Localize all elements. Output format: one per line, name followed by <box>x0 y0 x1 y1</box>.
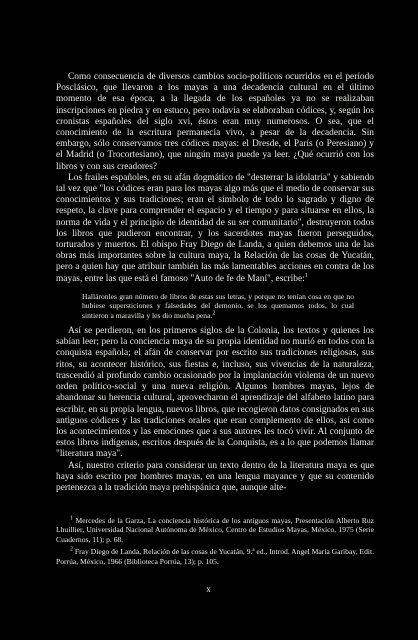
footnote-2 <box>56 547 374 566</box>
paragraph-3: Así se perdieron, en los primeros siglos de la Colonia, los textos y quienes los sabían leer; pero la conciencia maya de su propia identidad no murió en todos con la conquista española; el afán de conservar por escrito sus tradiciones religiosas, sus ritos, su acontecer histórico, sus fiestas e, incluso, sus vivencias de la naturaleza, trascendió al profundo cambio ocasionado por la implantación violenta de un nuevo orden político-social y una nueva religión. Algunos hombres mayas, lejos de abandonar su herencia cultural, aprovecharon el aprendizaje del alfabeto latino para escribir, en su propia lengua, nuevos libros, que recogieron datos consignados en sus antiguos códices y las tradiciones orales que eran complemento de ellos, así como los acontecimientos y las emociones que a sus autores les tocó vivir. Al conjunto de estos libros indígenas, escritos después de la Conquista, es a lo que podemos llamar "literatura maya". <box>56 326 374 460</box>
block-quote-text: Halláronles gran número de libros de estas sus letras, y porque no tenían cosa en que no hubiese supersticiones y falsedades del demonio, se los quemamos todos, lo cual sintieron a maravilla y les dio mucha pena. <box>82 291 354 320</box>
footnote-2-number: 2 <box>70 546 73 553</box>
footnote-2-text: Fray Diego de Landa, Relación de las cosas de Yucatán, 9.ª ed., Introd. Angel María Garibay, Edit. Porrúa, México, 1966 (Biblioteca Porrúa, 13); p. 105. <box>56 547 374 566</box>
paragraph-2-text: Los frailes españoles, en su afán dogmático de "desterrar la idolatría" y sabiendo tal vez que "los códices eran para los mayas algo más que el medio de conservar sus conocimientos y sus tradiciones; eran el símbolo de todo lo sagrado y digno de respeto, la clave para comprender el espacio y el tiempo y para situarse en ellos, la norma de vida y el principio de identidad de su ser comunitario", destruyeron todos los libros que pudieron encontrar, y los sacerdotes mayas fueron perseguidos, torturados y muertos. El obispo Fray Diego de Landa, a quien debemos una de las obras más importantes sobre la cultura maya, la Relación de las cosas de Yucatán, pero a quien hay que atribuir también las más lamentables acciones en contra de los mayas, entre las que está el famoso "Auto de fe de Maní", escribe: <box>56 172 374 284</box>
page-number: x <box>206 584 212 594</box>
paragraph-1: Como consecuencia de diversos cambios socio-políticos ocurridos en el período Posclásico, que llevaron a los mayas a una decadencia cultural en el último momento de esa época, a la llegada de los españoles ya no se realizaban inscripciones en piedra y en estuco, pero todavía se elaboraban códices, y, según los cronistas españoles del siglo xvi, éstos eran muy numerosos. O sea, que el conocimiento de la escritura permanecía vivo, a pesar de la decadencia. Sin embargo, sólo conservamos tres códices mayas: el Dresde, el París (o Peresiano) y el Madrid (o Trocortesiano), que ningún maya puede ya leer. ¿Qué ocurrió con los libros y con sus creadores? <box>56 72 374 172</box>
block-quote <box>82 292 354 320</box>
footnote-mark-2: 2 <box>212 310 216 317</box>
paragraph-2 <box>56 173 374 285</box>
footnote-1-number: 1 <box>70 515 73 522</box>
footnote-1 <box>56 516 374 544</box>
paragraph-4: Así, nuestro criterio para considerar un texto dentro de la literatura maya es que haya sido escrito por hombres mayas, en una lengua mayance y que su contenido pertenezca a la tradición maya prehispánica que, aunque alte- <box>56 460 374 493</box>
footnote-mark-1: 1 <box>304 272 308 279</box>
main-text <box>56 72 374 494</box>
footnotes <box>56 516 374 569</box>
footnote-1-text: Mercedes de la Garza, La conciencia histórica de los antiguos mayas, Presentación Alberto Ruz Lhuillier, Universidad Nacional Autónoma de México, Centro de Estudios Mayas, México, 1975 (Serie Cuadernos, 11); p. 68. <box>56 516 374 544</box>
